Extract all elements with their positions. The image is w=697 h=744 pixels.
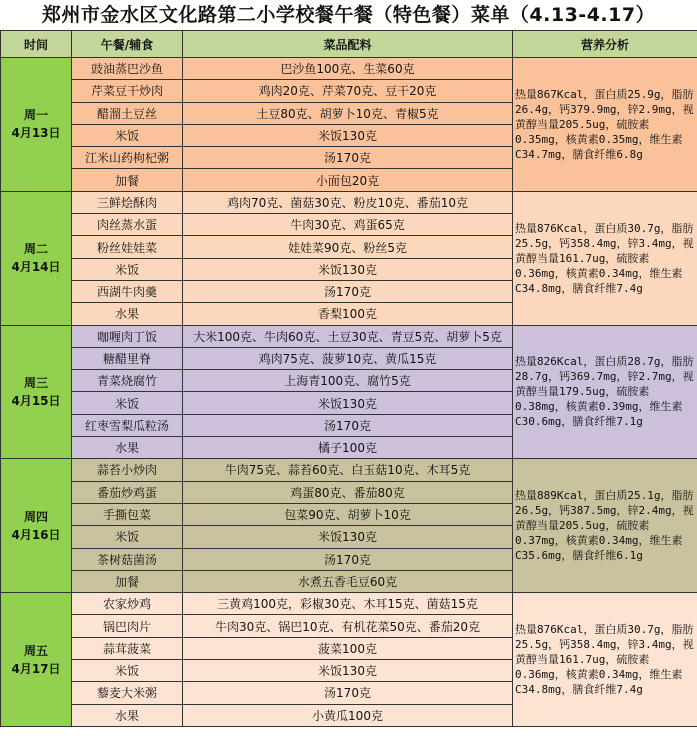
header-ingredients: 菜品配料 <box>183 31 513 58</box>
dish-ingredients: 汤170克 <box>183 548 513 570</box>
dish-name: 加餐 <box>72 169 183 191</box>
dish-ingredients: 米饭130克 <box>183 526 513 548</box>
dish-ingredients: 巴沙鱼100克、生菜60克 <box>183 58 513 80</box>
day-cell <box>1 325 72 459</box>
dish-name: 加餐 <box>72 570 183 592</box>
dish-ingredients: 香梨100克 <box>183 303 513 325</box>
dish-name: 青菜烧腐竹 <box>72 370 183 392</box>
dish-ingredients: 米饭130克 <box>183 660 513 682</box>
dish-ingredients: 橘子100克 <box>183 437 513 459</box>
day-date: 4月13日 <box>11 126 61 141</box>
dish-ingredients: 牛肉75克、蒜苔60克、白玉菇10克、木耳5克 <box>183 459 513 481</box>
menu-row <box>1 459 697 481</box>
dish-name: 农家炒鸡 <box>72 593 183 615</box>
dish-ingredients: 鸡蛋80克、番茄80克 <box>183 481 513 503</box>
dish-name: 水果 <box>72 704 183 726</box>
dish-ingredients: 汤170克 <box>183 414 513 436</box>
dish-name: 手撕包菜 <box>72 503 183 525</box>
dish-ingredients: 小面包20克 <box>183 169 513 191</box>
nutrition-analysis: 热量826Kcal，蛋白质28.7g，脂肪28.7g，钙369.7mg，锌2.7mg，视黄醇当量179.5ug，硫胺素0.38mg，核黄素0.39mg，维生素C30.6mg，膳食纤维7.1g <box>513 325 697 459</box>
dish-ingredients: 汤170克 <box>183 147 513 169</box>
dish-ingredients: 小黄瓜100克 <box>183 704 513 726</box>
dish-ingredients: 鸡肉20克、芹菜70克、豆干20克 <box>183 80 513 102</box>
dish-name: 蒜茸菠菜 <box>72 637 183 659</box>
menu-row <box>1 58 697 80</box>
dish-name: 粉丝娃娃菜 <box>72 236 183 258</box>
dish-ingredients: 牛肉30克、锅巴10克、有机花菜50克、番茄20克 <box>183 615 513 637</box>
menu-row <box>1 593 697 615</box>
day-cell <box>1 593 72 727</box>
dish-name: 肉丝蒸水蛋 <box>72 214 183 236</box>
dish-name: 水果 <box>72 303 183 325</box>
dish-ingredients: 包菜90克、胡萝卜10克 <box>183 503 513 525</box>
dish-ingredients: 大米100克、牛肉60克、土豆30克、青豆5克、胡萝卜5克 <box>183 325 513 347</box>
dish-name: 米饭 <box>72 392 183 414</box>
dish-ingredients: 鸡肉75克、菠萝10克、黄瓜15克 <box>183 347 513 369</box>
header-nutrition: 营养分析 <box>513 31 697 58</box>
dish-name: 江米山药枸杞粥 <box>72 147 183 169</box>
nutrition-analysis: 热量867Kcal，蛋白质25.9g，脂肪26.4g，钙379.9mg，锌2.9mg，视黄醇当量205.5ug，硫胺素0.35mg，核黄素0.35mg，维生素C34.7mg，膳食纤维6.8g <box>513 58 697 192</box>
page-title: 郑州市金水区文化路第二小学校餐午餐（特色餐）菜单（4.13-4.17） <box>41 4 656 26</box>
header-row <box>1 31 697 58</box>
dish-name: 红枣雪梨瓜粒汤 <box>72 414 183 436</box>
day-name: 周一 <box>23 108 48 123</box>
day-date: 4月17日 <box>11 661 61 676</box>
day-date: 4月15日 <box>11 393 61 408</box>
menu-row <box>1 191 697 213</box>
dish-ingredients: 土豆80克、胡萝卜10克、青椒5克 <box>183 102 513 124</box>
dish-name: 豉油蒸巴沙鱼 <box>72 58 183 80</box>
dish-ingredients: 娃娃菜90克、粉丝5克 <box>183 236 513 258</box>
menu-row <box>1 325 697 347</box>
dish-name: 米饭 <box>72 258 183 280</box>
dish-name: 茶树菇菌汤 <box>72 548 183 570</box>
day-cell <box>1 191 72 325</box>
dish-name: 藜麦大米粥 <box>72 682 183 704</box>
day-name: 周二 <box>23 242 48 257</box>
dish-name: 糖醋里脊 <box>72 347 183 369</box>
dish-ingredients: 鸡肉70克、菌菇30克、粉皮10克、番茄10克 <box>183 191 513 213</box>
dish-name: 锅巴肉片 <box>72 615 183 637</box>
day-name: 周三 <box>23 375 48 390</box>
dish-name: 米饭 <box>72 124 183 146</box>
dish-ingredients: 菠菜100克 <box>183 637 513 659</box>
nutrition-analysis: 热量889Kcal，蛋白质25.1g，脂肪26.5g，钙387.5mg，锌2.4mg，视黄醇当量205.5ug，硫胺素0.37mg，核黄素0.34mg，维生素C35.6mg，膳食纤维6.1g <box>513 459 697 593</box>
dish-ingredients: 汤170克 <box>183 682 513 704</box>
nutrition-analysis: 热量876Kcal，蛋白质30.7g，脂肪25.5g，钙358.4mg，锌3.4mg，视黄醇当量161.7ug，硫胺素0.36mg，核黄素0.34mg，维生素C34.8mg，膳食纤维7.4g <box>513 191 697 325</box>
dish-name: 芹菜豆干炒肉 <box>72 80 183 102</box>
dish-name: 醋溜土豆丝 <box>72 102 183 124</box>
dish-name: 水果 <box>72 437 183 459</box>
day-name: 周五 <box>23 643 48 658</box>
menu-table <box>0 30 697 727</box>
nutrition-analysis: 热量876Kcal，蛋白质30.7g，脂肪25.5g，钙358.4mg，锌3.4mg，视黄醇当量161.7ug，硫胺素0.36mg，核黄素0.34mg，维生素C34.8mg，膳食纤维7.4g <box>513 593 697 727</box>
dish-name: 米饭 <box>72 526 183 548</box>
dish-name: 三鲜烩酥肉 <box>72 191 183 213</box>
day-date: 4月16日 <box>11 527 61 542</box>
dish-name: 米饭 <box>72 660 183 682</box>
dish-ingredients: 米饭130克 <box>183 258 513 280</box>
dish-ingredients: 牛肉30克、鸡蛋65克 <box>183 214 513 236</box>
dish-ingredients: 米饭130克 <box>183 124 513 146</box>
dish-ingredients: 汤170克 <box>183 280 513 302</box>
dish-name: 咖喱肉丁饭 <box>72 325 183 347</box>
dish-ingredients: 上海青100克、腐竹5克 <box>183 370 513 392</box>
dish-ingredients: 水煮五香毛豆60克 <box>183 570 513 592</box>
dish-name: 番茄炒鸡蛋 <box>72 481 183 503</box>
menu-body <box>1 58 697 727</box>
dish-name: 蒜苔小炒肉 <box>72 459 183 481</box>
header-dish: 午餐/辅食 <box>72 31 183 58</box>
dish-name: 西湖牛肉羹 <box>72 280 183 302</box>
day-cell <box>1 459 72 593</box>
day-date: 4月14日 <box>11 260 61 275</box>
dish-ingredients: 三黄鸡100克，彩椒30克、木耳15克、菌菇15克 <box>183 593 513 615</box>
dish-ingredients: 米饭130克 <box>183 392 513 414</box>
header-time: 时间 <box>1 31 72 58</box>
day-name: 周四 <box>23 509 48 524</box>
day-cell <box>1 58 72 192</box>
